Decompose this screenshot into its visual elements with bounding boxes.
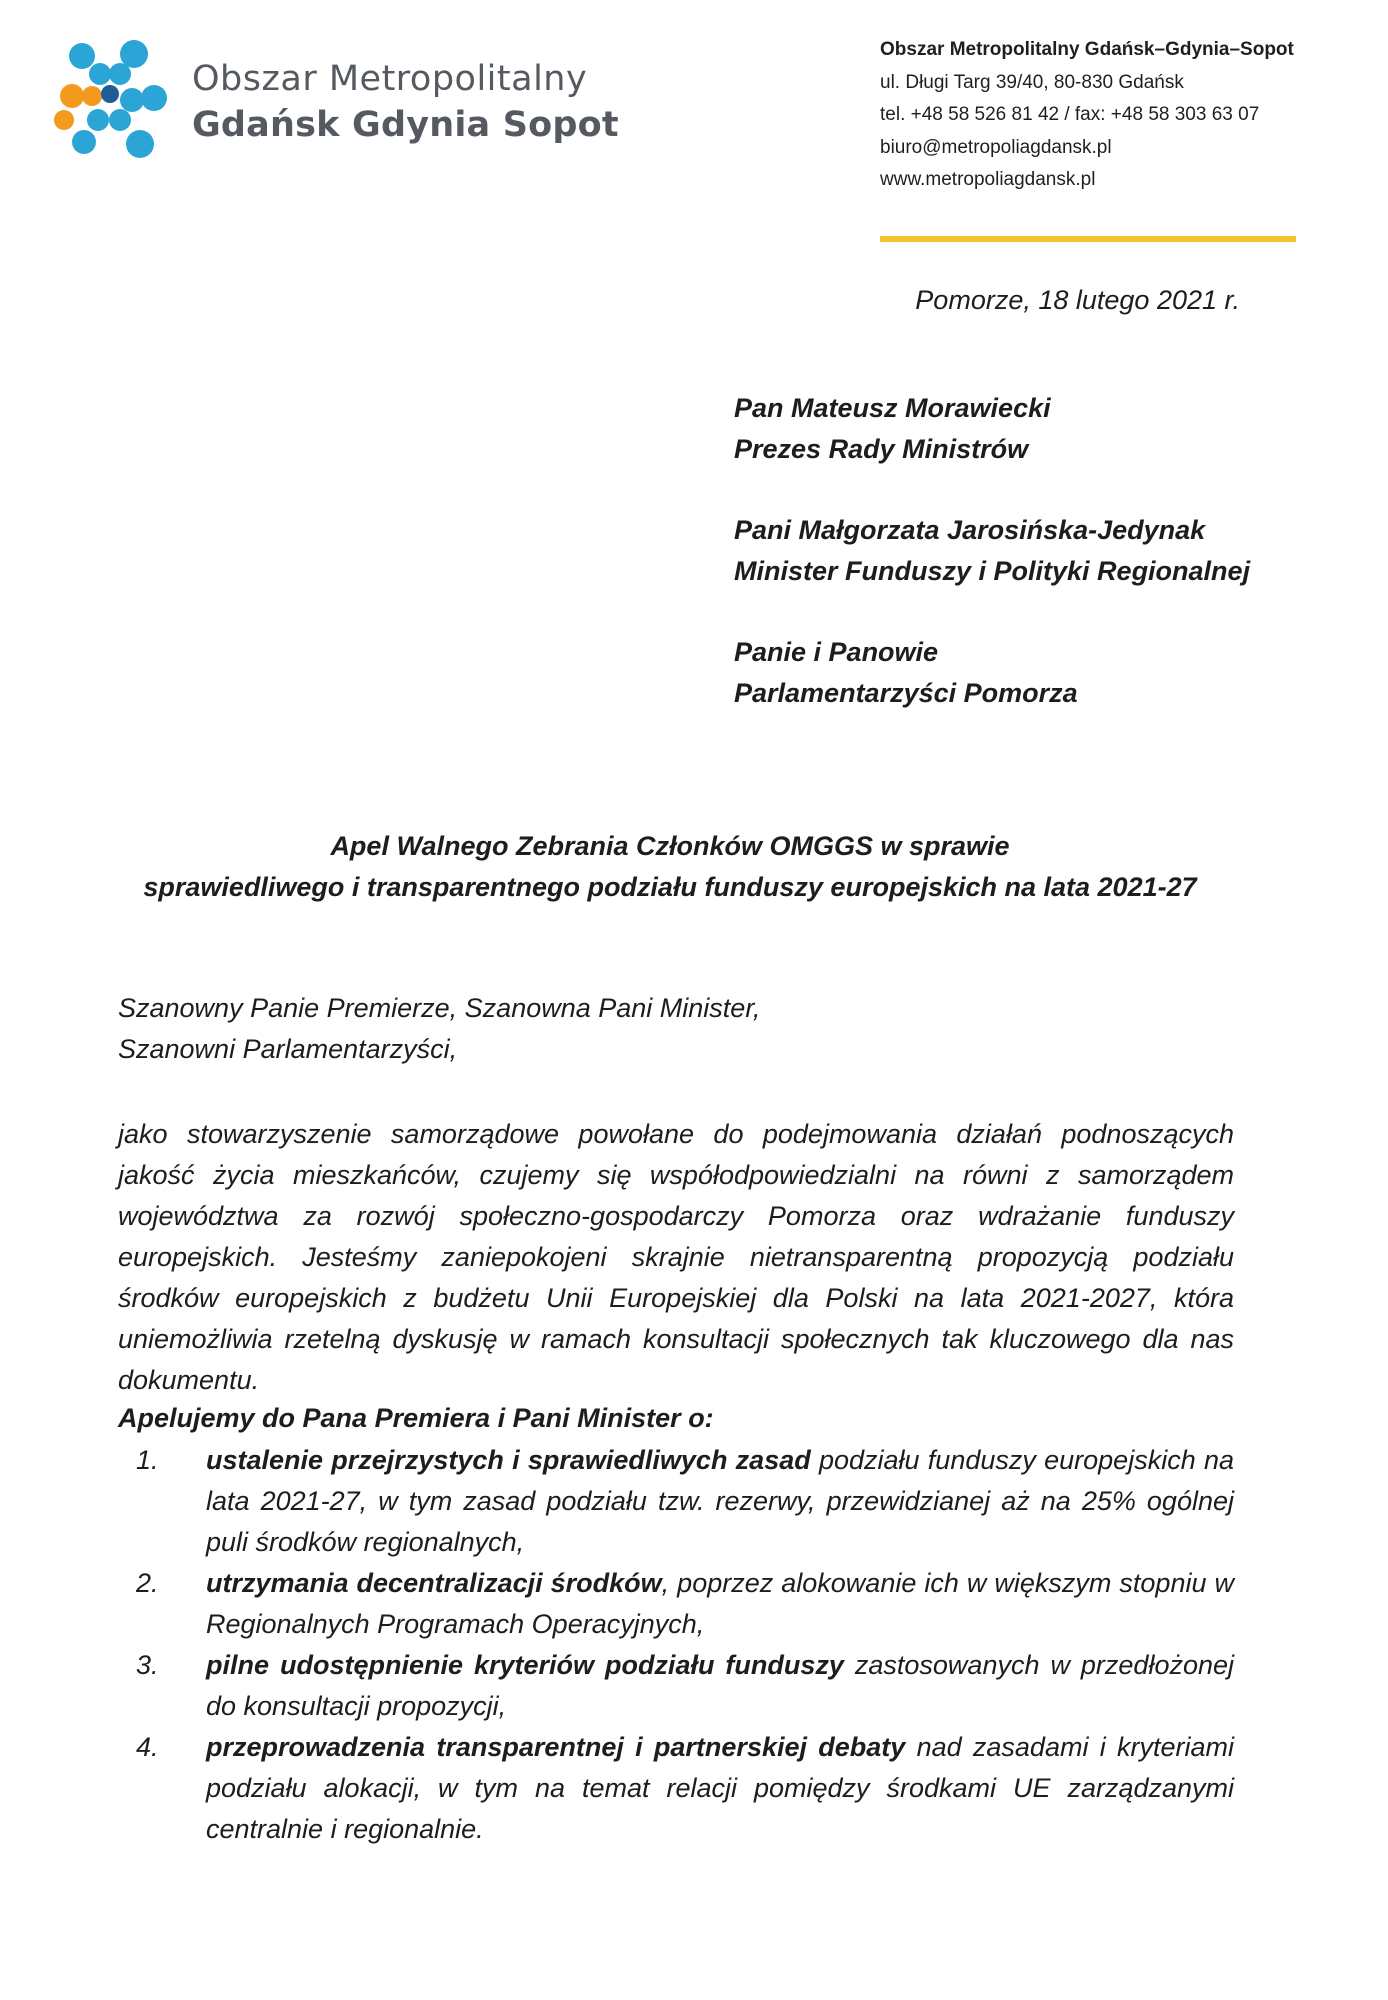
list-item-text: nad zasadami i kryteriami podziału alokacji, w tym na temat relacji pomiędzy środkami UE zarządzanymi centralnie i regionalnie.	[206, 1732, 1234, 1844]
recipient	[734, 632, 1250, 714]
list-item	[118, 1645, 1234, 1727]
list-item-bold: ustalenie przejrzystych i sprawiedliwych zasad	[206, 1445, 811, 1475]
recipient-name: Pani Małgorzata Jarosińska-Jedynak	[734, 515, 1206, 545]
appeal-heading: Apelujemy do Pana Premiera i Pani Minister o:	[118, 1403, 714, 1433]
contact-address: ul. Długi Targ 39/40, 80-830 Gdańsk	[880, 71, 1184, 93]
salutation-line-2: Szanowni Parlamentarzyści,	[118, 1034, 458, 1064]
logo-line-1: Obszar Metropolitalny	[192, 59, 588, 99]
letter-salutation	[118, 988, 760, 1070]
contact-org: Obszar Metropolitalny Gdańsk–Gdynia–Sopot	[880, 39, 1294, 60]
recipients-block	[734, 388, 1250, 754]
recipient-title: Parlamentarzyści Pomorza	[734, 678, 1078, 708]
logo-wordmark	[192, 56, 619, 148]
appeal-list	[118, 1440, 1234, 1850]
subject-line-1: Apel Walnego Zebrania Członków OMGGS w sprawie	[330, 831, 1010, 861]
list-item-text: zastosowanych w przedłożonej do konsultacji propozycji,	[206, 1650, 1235, 1721]
recipient-title: Prezes Rady Ministrów	[734, 434, 1029, 464]
list-item-text: , poprzez alokowanie ich w większym stopniu w Regionalnych Programach Operacyjnych,	[206, 1568, 1234, 1639]
subject-line-2: sprawiedliwego i transparentnego podziału funduszy europejskich na lata 2021-27	[143, 872, 1197, 902]
contact-email[interactable]: biuro@metropoliagdansk.pl	[880, 136, 1112, 158]
header-divider	[880, 236, 1296, 242]
list-item-bold: przeprowadzenia transparentnej i partnerskiej debaty	[206, 1732, 906, 1762]
recipient	[734, 510, 1250, 592]
list-item	[118, 1440, 1234, 1563]
contact-phone: tel. +48 58 526 81 42 / fax: +48 58 303 63 07	[880, 104, 1260, 125]
list-item	[118, 1563, 1234, 1645]
list-item-bold: pilne udostępnienie kryteriów podziału funduszy	[206, 1650, 844, 1680]
letter-date: Pomorze, 18 lutego 2021 r.	[915, 285, 1240, 315]
list-item	[118, 1727, 1234, 1850]
recipient-name: Pan Mateusz Morawiecki	[734, 393, 1051, 423]
recipient-name: Panie i Panowie	[734, 637, 939, 667]
recipient-title: Minister Funduszy i Polityki Regionalnej	[734, 556, 1251, 586]
salutation-line-1: Szanowny Panie Premierze, Szanowna Pani Minister,	[118, 993, 761, 1023]
contact-block	[880, 34, 1300, 197]
letter-paragraph: jako stowarzyszenie samorządowe powołane do podejmowania działań podnoszących jakość życia mieszkańców, czujemy się współodpowiedzialni na równi z samorządem województwa za rozwój społeczno-gospodarczy Pomorza oraz wdrażanie funduszy europejskich. Jesteśmy zaniepokojeni skrajnie nietransparentną propozycją podziału środków europejskich z budżetu Unii Europejskiej dla Polski na lata 2021-2027, która uniemożliwia rzetelną dyskusję w ramach konsultacji społecznych tak kluczowego dla nas dokumentu.	[118, 1119, 1234, 1395]
contact-website[interactable]: www.metropoliagdansk.pl	[880, 169, 1096, 190]
list-item-number: 2.	[136, 1568, 159, 1598]
logo-line-2: Gdańsk Gdynia Sopot	[192, 105, 619, 145]
list-item-text: podziału funduszy europejskich na lata 2021-27, w tym zasad podziału tzw. rezerwy, przewidzianej aż na 25% ogólnej puli środków regionalnych,	[206, 1445, 1234, 1557]
logo-icon	[54, 40, 174, 160]
list-item-number: 1.	[136, 1445, 159, 1475]
list-item-number: 3.	[136, 1650, 159, 1680]
list-item-number: 4.	[136, 1732, 159, 1762]
recipient	[734, 388, 1250, 470]
letter-subject	[0, 826, 1340, 908]
list-item-bold: utrzymania decentralizacji środków	[206, 1568, 662, 1598]
